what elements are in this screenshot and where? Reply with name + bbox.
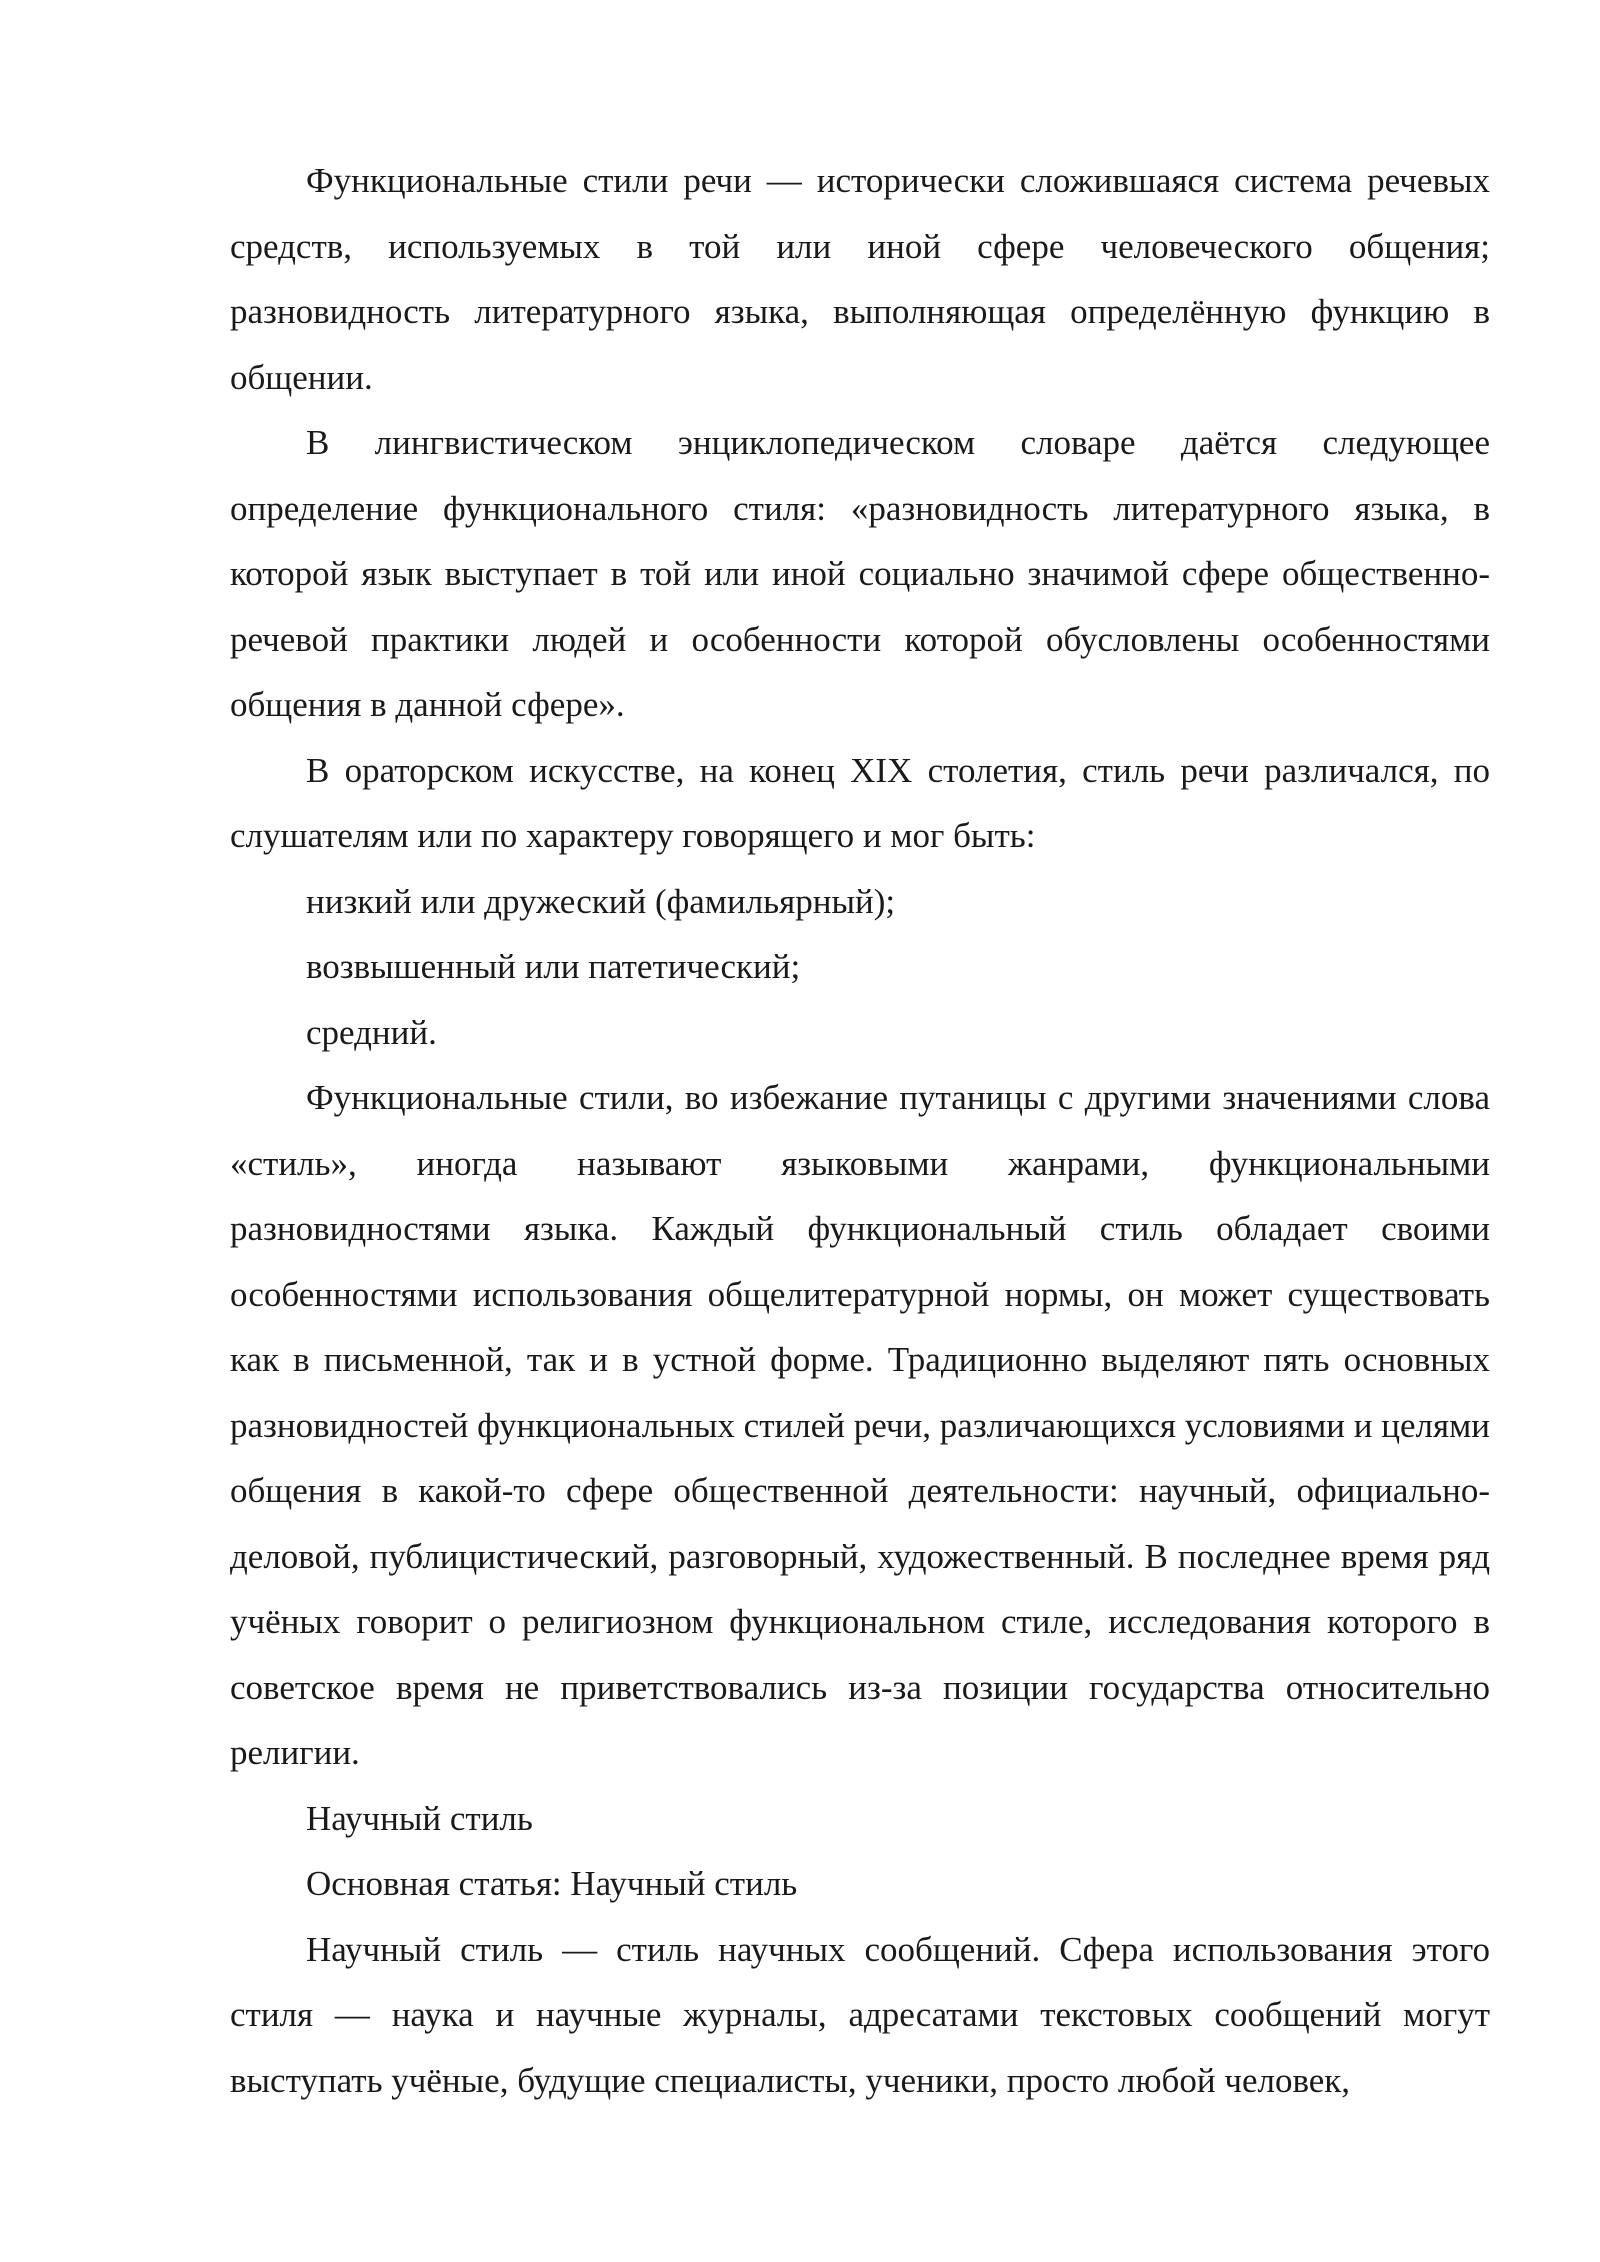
- paragraph-oratory: В ораторском искусстве, на конец XIX столетия, стиль речи различался, по слушателям или по характеру говорящего и мог быть:: [230, 750, 1490, 855]
- list-item: возвышенный или патетический;: [306, 947, 801, 986]
- paragraph-definition: Функциональные стили речи — исторически сложившаяся система речевых средств, используемых в той или иной сфере человеческого общения; разновидность литературного языка, выполняющая определённую функцию в общении.: [230, 161, 1490, 397]
- document-page: [230, 148, 1490, 2113]
- section-heading: Научный стиль: [306, 1798, 533, 1838]
- paragraph-encyclopedia: В лингвистическом энциклопедическом словаре даётся следующее определение функционального стиля: «разновидность литературного языка, в которой язык выступает в той или иной социально значимой сфере общественно-речевой практики людей и особенности которой обусловлены особенностями общения в данной сфере».: [230, 423, 1490, 724]
- paragraph-scientific-style: Научный стиль — стиль научных сообщений. Сфера использования этого стиля — наука и научные журналы, адресатами текстовых сообщений могут выступать учёные, будущие специалисты, ученики, просто любой человек,: [230, 1929, 1490, 2100]
- main-article-note: Основная статья: Научный стиль: [306, 1864, 798, 1903]
- list-item: низкий или дружеский (фамильярный);: [306, 881, 896, 921]
- paragraph-functional-styles: Функциональные стили, во избежание путаницы с другими значениями слова «стиль», иногда называют языковыми жанрами, функциональными разновидностями языка. Каждый функциональный стиль обладает своими особенностями использования общелитературной нормы, он может существовать как в письменной, так и в устной форме. Традиционно выделяют пять основных разновидностей функциональных стилей речи, различающихся условиями и целями общения в какой-то сфере общественной деятельности: научный, официально-деловой, публицистический, разговорный, художественный. В последнее время ряд учёных говорит о религиозном функциональном стиле, исследования которого в советское время не приветствовались из-за позиции государства относительно религии.: [230, 1078, 1490, 1772]
- list-item: средний.: [306, 1012, 437, 1052]
